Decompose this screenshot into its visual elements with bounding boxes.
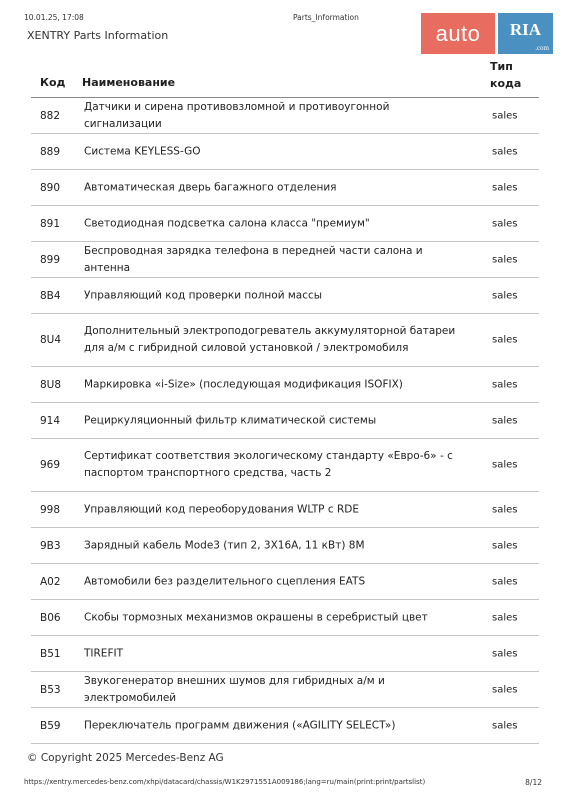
table-row bbox=[31, 672, 539, 708]
table-row bbox=[31, 134, 539, 170]
table-row bbox=[31, 278, 539, 314]
row-name: Дополнительный электроподогреватель аккумуляторной батареи для а/м с гибридной силовой установкой / электромобиля bbox=[84, 325, 456, 354]
row-name: Автоматическая дверь багажного отделения bbox=[84, 181, 337, 193]
table-row bbox=[31, 206, 539, 242]
footer-page-number: 8/12 bbox=[525, 778, 542, 787]
row-code: 8U4 bbox=[40, 334, 62, 346]
table-row bbox=[31, 367, 539, 403]
row-code: 969 bbox=[40, 459, 61, 471]
row-type: sales bbox=[492, 254, 518, 265]
row-type: sales bbox=[492, 459, 518, 471]
print-datetime: 10.01.25, 17:08 bbox=[24, 13, 84, 22]
row-type: sales bbox=[492, 415, 518, 426]
table-row bbox=[31, 636, 539, 672]
row-type: sales bbox=[492, 218, 518, 229]
row-name: Система KEYLESS-GO bbox=[84, 145, 201, 157]
row-type: sales bbox=[492, 334, 518, 346]
watermark-ria-block bbox=[498, 13, 553, 54]
row-name: Скобы тормозных механизмов окрашены в серебристый цвет bbox=[84, 611, 428, 623]
watermark-ria-text: RIA bbox=[509, 20, 542, 39]
row-name: Сертификат соответствия экологическому стандарту «Евро-6» - с паспортом транспортного средства, часть 2 bbox=[84, 450, 453, 479]
row-code: 998 bbox=[40, 503, 61, 516]
row-code: 8B4 bbox=[40, 289, 61, 302]
row-name: Маркировка «i-Size» (последующая модификация ISOFIX) bbox=[84, 378, 403, 390]
row-code: 891 bbox=[40, 217, 61, 230]
parts-table bbox=[31, 57, 539, 744]
row-type: sales bbox=[492, 379, 518, 390]
row-type: sales bbox=[492, 146, 518, 157]
footer-url: https://xentry.mercedes-benz.com/xhpi/datacard/chassis/W1K2971551A009186;lang=ru/main(print:print/partslist) bbox=[24, 778, 426, 786]
header-type-line1: Тип bbox=[490, 60, 513, 73]
watermark-auto-text: auto bbox=[421, 13, 495, 54]
table-body bbox=[31, 98, 539, 744]
table-row bbox=[31, 314, 539, 367]
table-row bbox=[31, 492, 539, 528]
row-type: sales bbox=[492, 720, 518, 731]
table-row bbox=[31, 564, 539, 600]
header-code: Код bbox=[40, 76, 66, 89]
row-name: Управляющий код переоборудования WLTP с RDE bbox=[84, 503, 359, 515]
table-row bbox=[31, 242, 539, 278]
watermark-logo bbox=[421, 13, 553, 54]
app-title: XENTRY Parts Information bbox=[27, 29, 169, 42]
row-name: Датчики и сирена противовзломной и противоугонной сигнализации bbox=[84, 100, 390, 130]
row-name: Переключатель программ движения («AGILITY SELECT») bbox=[84, 719, 396, 731]
header-name: Наименование bbox=[82, 76, 176, 89]
header-type-line2: кода bbox=[490, 77, 522, 90]
row-type: sales bbox=[492, 612, 518, 623]
row-name: Автомобили без разделительного сцепления EATS bbox=[84, 575, 366, 587]
table-row bbox=[31, 708, 539, 744]
row-code: 889 bbox=[40, 145, 61, 158]
row-name: Управляющий код проверки полной массы bbox=[84, 289, 323, 301]
row-name: Беспроводная зарядка телефона в передней части салона и антенна bbox=[84, 244, 423, 274]
watermark-com-text: .com bbox=[535, 44, 549, 52]
row-code: 8U8 bbox=[40, 378, 62, 391]
table-header bbox=[31, 57, 539, 98]
table-row bbox=[31, 528, 539, 564]
row-code: B59 bbox=[40, 719, 61, 732]
row-name: Светодиодная подсветка салона класса "премиум" bbox=[84, 217, 370, 229]
row-type: sales bbox=[492, 290, 518, 301]
row-type: sales bbox=[492, 540, 518, 551]
table-row bbox=[31, 439, 539, 492]
row-name: Рециркуляционный фильтр климатической системы bbox=[84, 414, 377, 426]
row-code: B53 bbox=[40, 683, 61, 696]
row-code: B06 bbox=[40, 611, 61, 624]
row-code: A02 bbox=[40, 575, 61, 588]
row-name: Звукогенератор внешних шумов для гибридных а/м и электромобилей bbox=[84, 674, 385, 704]
table-row bbox=[31, 403, 539, 439]
row-name: Зарядный кабель Mode3 (тип 2, 3X16A, 11 кВт) 8M bbox=[84, 539, 365, 551]
copyright: © Copyright 2025 Mercedes-Benz AG bbox=[27, 752, 224, 764]
row-type: sales bbox=[492, 684, 518, 695]
row-name: TIREFIT bbox=[84, 647, 123, 659]
row-type: sales bbox=[492, 504, 518, 515]
header-type bbox=[490, 58, 530, 92]
row-code: 9B3 bbox=[40, 539, 61, 552]
row-code: 914 bbox=[40, 414, 61, 427]
row-code: 890 bbox=[40, 181, 61, 194]
row-type: sales bbox=[492, 576, 518, 587]
row-type: sales bbox=[492, 110, 518, 121]
table-row bbox=[31, 98, 539, 134]
print-doc-title: Parts_Information bbox=[293, 13, 359, 22]
table-row bbox=[31, 600, 539, 636]
table-row bbox=[31, 170, 539, 206]
row-code: B51 bbox=[40, 647, 61, 660]
row-code: 899 bbox=[40, 253, 61, 266]
row-type: sales bbox=[492, 648, 518, 659]
row-type: sales bbox=[492, 182, 518, 193]
row-code: 882 bbox=[40, 109, 61, 122]
